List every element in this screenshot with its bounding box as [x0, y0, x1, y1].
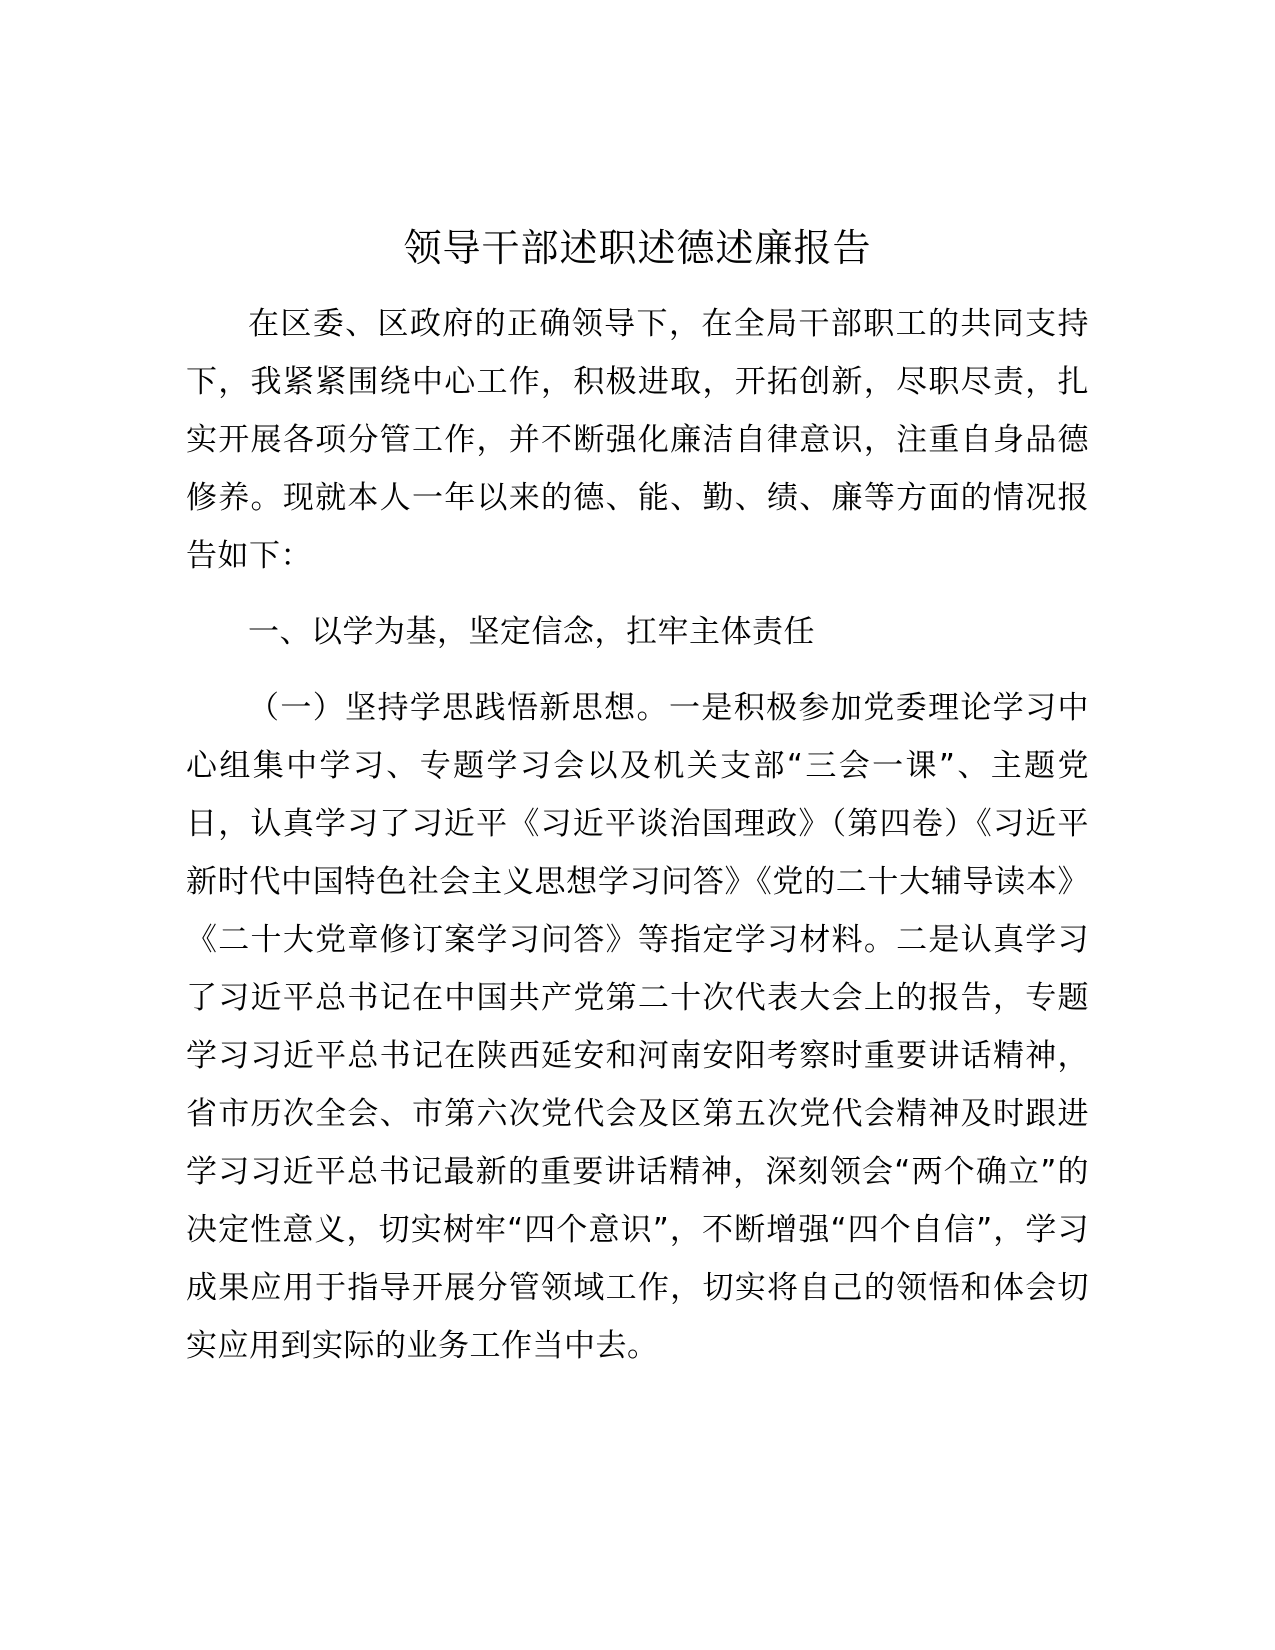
- subsection-paragraph-1: （一）坚持学思践悟新思想。一是积极参加党委理论学习中心组集中学习、专题学习会以及机关支部“三会一课”、主题党日，认真学习了习近平《习近平谈治国理政》（第四卷）《习近平新时代中国特色社会主义思想学习问答》《党的二十大辅导读本》《二十大党章修订案学习问答》等指定学习材料。二是认真学习了习近平总书记在中国共产党第二十次代表大会上的报告，专题学习习近平总书记在陕西延安和河南安阳考察时重要讲话精神，省市历次全会、市第六次党代会及区第五次党代会精神及时跟进学习习近平总书记最新的重要讲话精神，深刻领会“两个确立”的决定性意义，切实树牢“四个意识”，不断增强“四个自信”，学习成果应用于指导开展分管领域工作，切实将自己的领悟和体会切实应用到实际的业务工作当中去。: [186, 690, 1089, 1364]
- document-body: [186, 295, 1089, 1393]
- section-heading-1: 一、以学为基，坚定信念，扛牢主体责任: [248, 614, 815, 650]
- intro-paragraph: 在区委、区政府的正确领导下，在全局干部职工的共同支持下，我紧紧围绕中心工作，积极进取，开拓创新，尽职尽责，扎实开展各项分管工作，并不断强化廉洁自律意识，注重自身品德修养。现就本人一年以来的德、能、勤、绩、廉等方面的情况报告如下：: [186, 306, 1089, 574]
- document-title: 领导干部述职述德述廉报告: [403, 226, 872, 270]
